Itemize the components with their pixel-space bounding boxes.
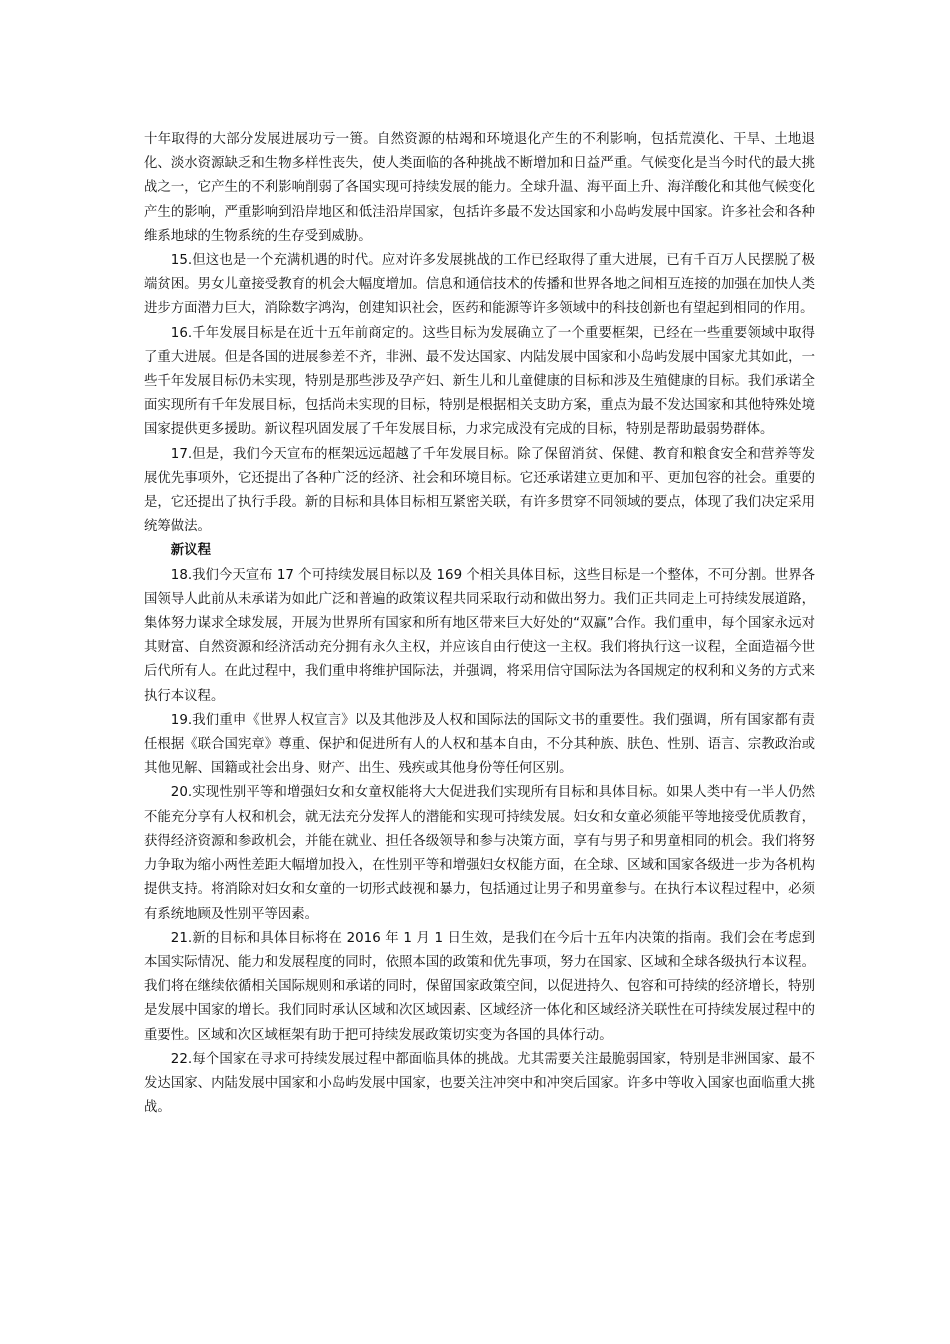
paragraph-19: 19.我们重申《世界人权宣言》以及其他涉及人权和国际法的国际文书的重要性。我们强调，所有国家都有责任根据《联合国宪章》尊重、保护和促进所有人的人权和基本自由，不分其种族、肤色、性别、语言、宗教政治或其他见解、国籍或社会出身、财产、出生、残疾或其他身份等任何区别。 bbox=[144, 712, 815, 777]
paragraph-16: 16.千年发展目标是在近十五年前商定的。这些目标为发展确立了一个重要框架，已经在一些重要领域中取得了重大进展。但是各国的进展参差不齐，非洲、最不发达国家、内陆发展中国家和小岛屿发展中国家尤其如此，一些千年发展目标仍未实现，特别是那些涉及孕产妇、新生儿和儿童健康的目标和涉及生殖健康的目标。我们承诺全面实现所有千年发展目标，包括尚未实现的目标，特别是根据相关支助方案，重点为最不发达国家和其他特殊处境国家提供更多援助。新议程巩固发展了千年发展目标，力求完成没有完成的目标，特别是帮助最弱势群体。 bbox=[144, 325, 815, 438]
paragraph-continuation: 十年取得的大部分发展进展功亏一篑。自然资源的枯竭和环境退化产生的不利影响，包括荒漠化、干旱、土地退化、淡水资源缺乏和生物多样性丧失，使人类面临的各种挑战不断增加和日益严重。气候变化是当今时代的最大挑战之一，它产生的不利影响削弱了各国实现可持续发展的能力。全球升温、海平面上升、海洋酸化和其他气候变化产生的影响，严重影响到沿岸地区和低洼沿岸国家，包括许多最不发达国家和小岛屿发展中国家。许多社会和各种维系地球的生物系统的生存受到威胁。 bbox=[144, 132, 815, 244]
paragraph-18: 18.我们今天宣布 17 个可持续发展目标以及 169 个相关具体目标，这些目标是一个整体，不可分割。世界各国领导人此前从未承诺为如此广泛和普遍的政策议程共同采取行动和做出努力。我们正共同走上可持续发展道路，集体努力谋求全球发展，开展为世界所有国家和所有地区带来巨大好处的“双赢”合作。我们重申，每个国家永远对其财富、自然资源和经济活动充分拥有永久主权，并应该自由行使这一主权。我们将执行这一议程，全面造福今世后代所有人。在此过程中，我们重申将维护国际法，并强调，将采用信守国际法为各国规定的权利和义务的方式来执行本议程。 bbox=[144, 567, 815, 704]
paragraph-22: 22.每个国家在寻求可持续发展过程中都面临具体的挑战。尤其需要关注最脆弱国家，特别是非洲国家、最不发达国家、内陆发展中国家和小岛屿发展中国家，也要关注冲突中和冲突后国家。许多中等收入国家也面临重大挑战。 bbox=[144, 1051, 815, 1116]
paragraph-20: 20.实现性别平等和增强妇女和女童权能将大大促进我们实现所有目标和具体目标。如果人类中有一半人仍然不能充分享有人权和机会，就无法充分发挥人的潜能和实现可持续发展。妇女和女童必须能平等地接受优质教育，获得经济资源和参政机会，并能在就业、担任各级领导和参与决策方面，享有与男子和男童相同的机会。我们将努力争取为缩小两性差距大幅增加投入，在性别平等和增强妇女权能方面，在全球、区域和国家各级进一步为各机构提供支持。将消除对妇女和女童的一切形式歧视和暴力，包括通过让男子和男童参与。在执行本议程过程中，必须有系统地顾及性别平等因素。 bbox=[144, 785, 815, 922]
section-heading-new-agenda: 新议程 bbox=[170, 543, 211, 559]
document-page bbox=[144, 128, 815, 1120]
paragraph-21: 21.新的目标和具体目标将在 2016 年 1 月 1 日生效，是我们在今后十五年内决策的指南。我们会在考虑到本国实际情况、能力和发展程度的同时，依照本国的政策和优先事项，努力在国家、区域和全球各级执行本议程。我们将在继续依循相关国际规则和承诺的同时，保留国家政策空间，以促进持久、包容和可持续的经济增长，特别是发展中国家的增长。我们同时承认区域和次区域因素、区域经济一体化和区域经济关联性在可持续发展过程中的重要性。区域和次区域框架有助于把可持续发展政策切实变为各国的具体行动。 bbox=[144, 930, 815, 1043]
paragraph-17: 17.但是，我们今天宣布的框架远远超越了千年发展目标。除了保留消贫、保健、教育和粮食安全和营养等发展优先事项外，它还提出了各种广泛的经济、社会和环境目标。它还承诺建立更加和平、更加包容的社会。重要的是，它还提出了执行手段。新的目标和具体目标相互紧密关联，有许多贯穿不同领域的要点，体现了我们决定采用统筹做法。 bbox=[144, 446, 815, 535]
paragraph-15: 15.但这也是一个充满机遇的时代。应对许多发展挑战的工作已经取得了重大进展，已有千百万人民摆脱了极端贫困。男女儿童接受教育的机会大幅度增加。信息和通信技术的传播和世界各地之间相互连接的加强在加快人类进步方面潜力巨大，消除数字鸿沟，创建知识社会，医药和能源等许多领域中的科技创新也有望起到相同的作用。 bbox=[144, 253, 815, 317]
